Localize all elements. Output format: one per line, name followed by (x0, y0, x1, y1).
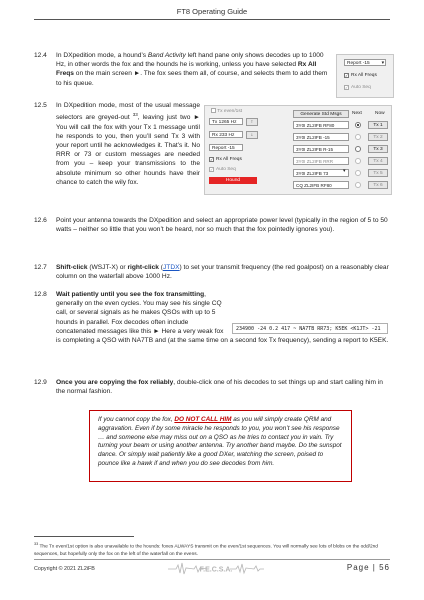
hound-mode-indicator: Hound (209, 177, 257, 184)
section-number-12-5: 12.5 (34, 102, 47, 109)
rx-frequency-spinner[interactable] (209, 131, 243, 138)
rx-all-freqs-checkbox[interactable] (344, 72, 377, 79)
rx-all-freqs-label: Rx All Freqs (351, 73, 377, 78)
rx-all-freqs-term: Rx All Freqs (56, 61, 317, 78)
paragraph-12-4 (56, 51, 332, 88)
logo-text: F.E.C.S.A. (199, 566, 233, 574)
tx1-now-button[interactable]: Tx 1 (368, 121, 388, 129)
section-number-12-6: 12.6 (34, 217, 47, 224)
tx1-next-radio[interactable] (355, 122, 361, 128)
chevron-down-icon: ▾ (381, 61, 384, 66)
section-number-12-8: 12.8 (34, 291, 47, 298)
right-click-term: right-click (127, 264, 159, 271)
checkbox-check-icon: ✓ (345, 85, 349, 90)
tx5-message-field: 3Y0I ZL2IFB 73 (293, 169, 349, 177)
header-divider (34, 19, 390, 20)
tx6-now-button: Tx 6 (368, 181, 388, 189)
rx-all-freqs-label: Rx All Freqs (216, 157, 242, 162)
footnote-33 (34, 541, 390, 558)
tx3-next-radio[interactable] (355, 146, 361, 152)
tx4-next-radio (355, 158, 361, 164)
paragraph-12-7 (56, 263, 392, 281)
tx5-next-radio (355, 170, 361, 176)
text-run: ( (158, 264, 163, 271)
text-run: , leaving just two ► You will call the fox with your Tx 1 message until he responds to you, then you’ll send Tx 3 with your report until he acknowledges it. That’s it. No RRR or 73 or custom messages are needed from you – keep your transmissions to the absolute minimum so other hounds have their chance to catch the wily fox. (56, 114, 200, 186)
band-activity-term: Band Activity (147, 52, 186, 59)
tx2-message-field: 3Y0I ZL2IFB -15 (293, 133, 349, 141)
tx1-message-field[interactable]: 3Y0I ZL2IFB RF80 (293, 121, 349, 129)
page-number: Page | 56 (346, 563, 390, 572)
footnote-text: The Tx even/1st option is also unavailable to the hounds: foxes ALWAYS transmit on the even/1st sequences. You will normally see lots of blobs on the odd/2nd sequences, but hopefully only the fox on the left of the waterfall on the evens. (34, 544, 378, 557)
tx-frequency-spinner[interactable] (209, 118, 243, 125)
tx-messages-panel (204, 105, 392, 195)
checkbox-icon (211, 108, 216, 113)
auto-seq-checkbox (344, 84, 371, 91)
chevron-down-icon: ▾ (343, 169, 346, 174)
tx4-now-button: Tx 4 (368, 157, 388, 165)
report-spinner[interactable] (209, 144, 243, 151)
page-header-title: FT8 Operating Guide (176, 7, 248, 16)
checkbox-check-icon: ✓ (210, 157, 214, 162)
rx-frequency-value: Rx 233 Hz (212, 133, 235, 138)
waveform-logo (168, 560, 264, 576)
text-run: on the main screen ►. The fox sees them all, of course, and selects them to add them to his queue. (56, 70, 328, 87)
footnote-number: 33 (34, 542, 39, 546)
text-run: , generally on the even cycles. You may see his single CQ call, or several signals as he makes QSOs with up to 5 hounds in parallel. Fox decodes often include concatenated messages like this ► Here a very weak fox is completing a QSO with NA7TB and (at the same time on a second fox Tx frequency), sending a report to K5EK. (56, 291, 389, 345)
text-run: , double-click one of his decodes to set things up and start calling him in the normal fashion. (56, 379, 383, 396)
now-column-header: Now (375, 111, 385, 116)
copyright-notice: Copyright © 2021 ZL2iFB (34, 566, 95, 572)
tx2-now-button: Tx 2 (368, 133, 388, 141)
paragraph-12-8 (56, 290, 392, 345)
text-run: as you will simply create QRM and aggravation. Even if by some miracle he responds to you, you won’t see his response … and someone else may miss out on a QSO as he tries to contact you in vain. Try turning your beam or using another antenna. Try another band maybe. Do the sunspot dance. Or simply wait patiently like a good DXer, watching the screen, poised to pounce like a hawk if and when you do see decodes from him. (98, 416, 342, 467)
paragraph-12-5 (56, 101, 200, 187)
tx3-now-button[interactable]: Tx 3 (368, 145, 388, 153)
copying-fox-term: Once you are copying the fox reliably (56, 379, 174, 386)
text-run: In DXpedition mode, most of the usual message selectors are greyed-out (56, 102, 200, 122)
checkbox-check-icon: ✓ (345, 73, 349, 78)
tx6-next-radio (355, 182, 361, 188)
text-run: left hand pane only shows decodes up to 1000 Hz, in other words the fox and the hounds he is working, unless you have selected (56, 52, 324, 69)
auto-seq-label: Auto Seq (351, 85, 371, 90)
tx-to-rx-button[interactable]: ↑ (246, 118, 258, 126)
report-value: Report -15 (212, 146, 235, 151)
tx3-message-field[interactable]: 3Y0I ZL2IFB R-15 (293, 145, 349, 153)
footnote-reference[interactable]: 33 (132, 112, 138, 118)
tx5-now-button: Tx 5 (368, 169, 388, 177)
rx-to-tx-button[interactable]: ↓ (246, 131, 258, 139)
footnote-divider (34, 536, 134, 537)
text-run: (WSJT-X) or (87, 264, 128, 271)
section-number-12-4: 12.4 (34, 52, 47, 59)
warning-note-box (89, 410, 352, 482)
paragraph-12-9 (56, 378, 392, 396)
text-run: ) to set your transmit frequency (the red goalpost) on a reasonably clear column on the waterfall above 1000 Hz. (56, 264, 389, 281)
do-not-call-him-emphasis: DO NOT CALL HIM (174, 416, 232, 423)
report-select-value: Report -15 (347, 61, 370, 66)
tx4-message-field: 3Y0I ZL2IFB RRR (293, 157, 349, 165)
jtdx-link[interactable]: JTDX (163, 264, 180, 271)
tx2-next-radio (355, 134, 361, 140)
next-column-header: Next (352, 111, 362, 116)
tx6-message-field: CQ ZL2IFB RF80 (293, 181, 349, 189)
checkbox-check-icon: ✓ (210, 167, 214, 172)
generate-std-msgs-button[interactable]: Generate Std Msgs (293, 110, 349, 118)
text-run: In DXpedition mode, a hound’s (56, 52, 148, 59)
wait-patiently-term: Wait patiently until you see the fox transmitting (56, 291, 205, 298)
section-number-12-7: 12.7 (34, 264, 47, 271)
fox-decode-line[interactable]: 234900 -24 0.2 417 ~ NA7TB RR73; K5EK <K1JT> -21 (232, 323, 388, 334)
auto-seq-label: Auto Seq (216, 167, 236, 172)
section-number-12-9: 12.9 (34, 379, 47, 386)
paragraph-12-6: Point your antenna towards the DXpedition and select an appropriate power level (typically in the region of 5 to 50 watts – neither so little that you won’t be heard, nor so much that the fox pointedly ignores you). (56, 217, 388, 234)
rx-all-freqs-checkbox[interactable] (209, 156, 242, 163)
report-select[interactable] (344, 59, 386, 66)
auto-seq-checkbox (209, 166, 236, 173)
tx-even-label: Tx even/1st (217, 108, 243, 114)
shift-click-term: Shift-click (56, 264, 88, 271)
tx-even-checkbox (211, 108, 242, 114)
rx-options-panel (336, 54, 394, 98)
tx-frequency-value: Tx 1265 Hz (212, 120, 237, 125)
text-run: If you cannot copy the fox, (98, 416, 175, 423)
